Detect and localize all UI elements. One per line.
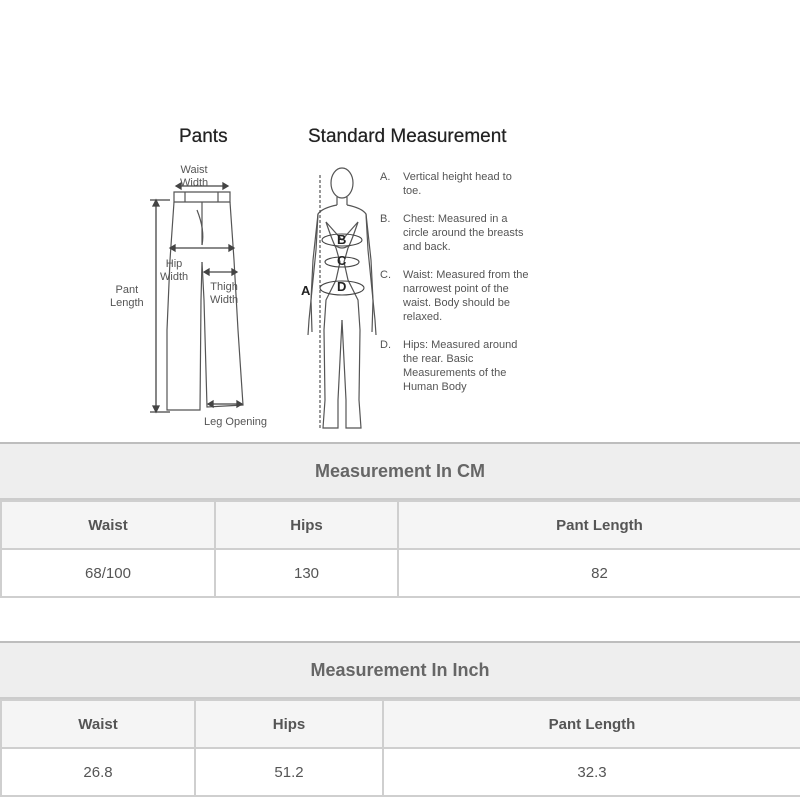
cell-waist: 26.8 [1, 748, 195, 796]
col-header-hips: Hips [195, 700, 383, 748]
col-header-pant-length: Pant Length [398, 501, 800, 549]
table-header-row [1, 501, 800, 549]
legend-item-d: D. Hips: Measured around the rear. Basic Measurements of the Human Body [380, 339, 518, 393]
body-letter-b: B [337, 232, 347, 247]
cell-waist: 68/100 [1, 549, 215, 597]
col-header-waist: Waist [1, 700, 195, 748]
cm-table [0, 500, 800, 598]
table-row [1, 549, 800, 597]
legend-item-b: B. Chest: Measured in a circle around the breasts and back. [380, 213, 524, 253]
body-letter-a: A [301, 283, 311, 298]
pant-length-label: Pant Length [110, 284, 144, 309]
cell-hips: 51.2 [195, 748, 383, 796]
body-letter-d: D [337, 279, 347, 294]
standard-measurement-title: Standard Measurement [308, 126, 507, 147]
body-letter-c: C [337, 253, 347, 268]
col-header-pant-length: Pant Length [383, 700, 800, 748]
table-row [1, 748, 800, 796]
leg-opening-label: Leg Opening [204, 416, 267, 428]
legend-item-c: C. Waist: Measured from the narrowest point of the waist. Body should be relaxed. [380, 269, 529, 323]
legend-item-a: A. Vertical height head to toe. [380, 171, 512, 197]
waist-width-label: Waist Width [180, 164, 209, 189]
body-measure-lines [320, 175, 364, 430]
pants-title: Pants [179, 126, 228, 147]
cm-table-title: Measurement In CM [0, 442, 800, 500]
cell-pant-length: 82 [398, 549, 800, 597]
body-illustration [308, 168, 376, 428]
thigh-width-label: Thigh Width [210, 281, 239, 306]
cell-hips: 130 [215, 549, 398, 597]
inch-measurement-section [0, 641, 800, 797]
cell-pant-length: 32.3 [383, 748, 800, 796]
measurement-legend [380, 170, 540, 408]
col-header-waist: Waist [1, 501, 215, 549]
inch-table-title: Measurement In Inch [0, 641, 800, 699]
inch-table [0, 699, 800, 797]
hip-width-label: Hip Width [160, 258, 189, 283]
col-header-hips: Hips [215, 501, 398, 549]
table-header-row [1, 700, 800, 748]
cm-measurement-section [0, 442, 800, 598]
